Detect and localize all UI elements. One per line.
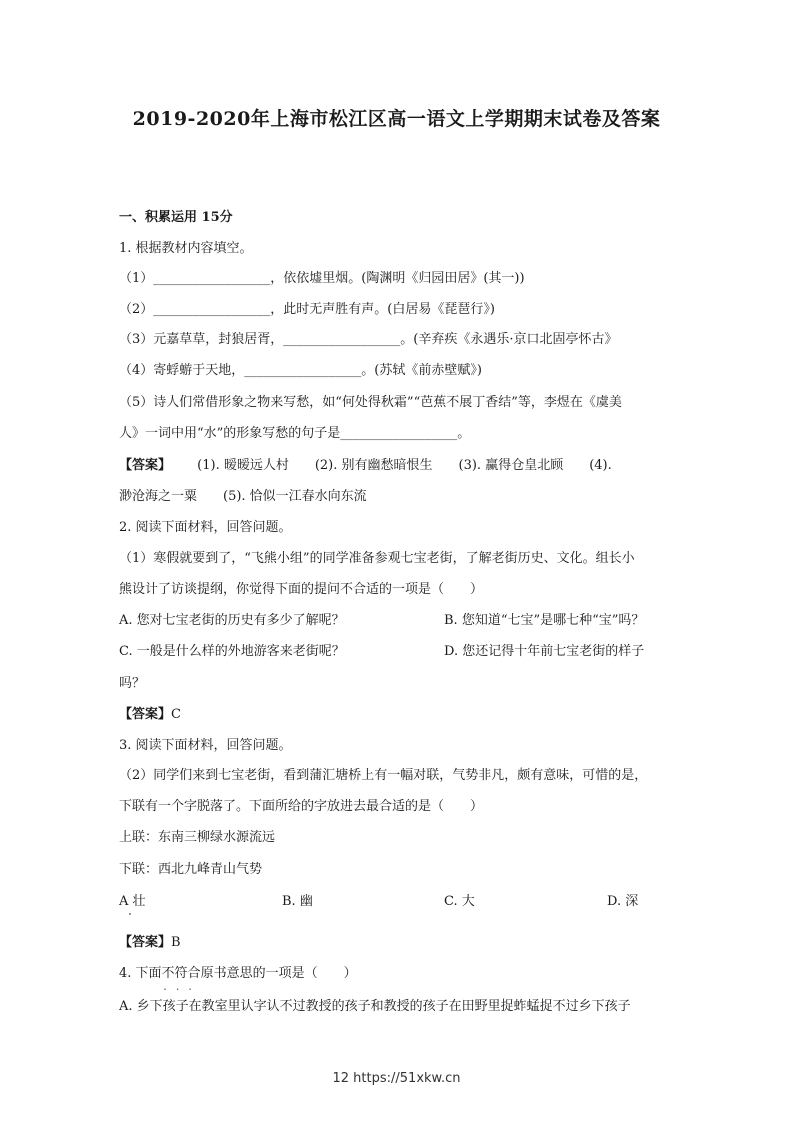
- page-title: 2019-2020年上海市松江区高一语文上学期期末试卷及答案: [132, 108, 661, 130]
- question-4-option-a: A. 乡下孩子在教室里认字认不过教授的孩子和教授的孩子在田野里捉蚱蜢捉不过乡下孩子: [119, 999, 631, 1014]
- question-4-stem-prefix: 4. 下面: [119, 966, 162, 981]
- answer-text: B: [171, 935, 181, 950]
- answer-text: (1). 暧暧远人村 (2). 别有幽愁暗恨生 (3). 赢得仓皇北顾 (4).: [197, 458, 612, 473]
- couplet-lower: 下联：西北九峰青山气势: [119, 862, 263, 877]
- answer-tag: 【答案】: [119, 935, 172, 950]
- question-2-para-1: （1）寒假就要到了，“飞熊小组”的同学准备参观七宝老街，了解老街历史、文化。组长小: [119, 551, 635, 566]
- question-2-para-2: 熊设计了访谈提纲，你觉得下面的提问不合适的一项是（ ）: [119, 582, 484, 597]
- question-2-option-d-cont: 吗？: [119, 676, 146, 691]
- question-4-stem: [119, 965, 357, 983]
- question-1-item-1: （1）__________________，依依墟里烟。(陶渊明《归园田居》(其一)): [119, 271, 525, 286]
- question-2-stem: 2. 阅读下面材料，回答问题。: [119, 520, 292, 535]
- question-3-option-c: C. 大: [444, 894, 475, 909]
- question-3-stem: 3. 阅读下面材料，回答问题。: [119, 738, 292, 753]
- section-heading: 一、积累运用 15分: [119, 210, 233, 225]
- emphasis-text: 不符合 • • •: [162, 966, 201, 981]
- question-2-option-c: C. 一般是什么样的外地游客来老街呢？: [119, 644, 345, 659]
- question-3-option-b: B. 幽: [282, 894, 313, 909]
- stray-mark: [129, 913, 131, 915]
- question-3-option-a: A 壮: [119, 894, 146, 909]
- question-1-stem: 1. 根据教材内容填空。: [119, 241, 253, 256]
- answer-tag: 【答案】: [119, 707, 172, 722]
- question-2-option-d: D. 您还记得十年前七宝老街的样子: [444, 644, 645, 659]
- answer-tag: 【答案】: [119, 458, 172, 473]
- question-1-answer: [119, 457, 612, 475]
- question-3-answer: [119, 934, 181, 952]
- question-4-stem-suffix: 原书意思的一项是（ ）: [200, 966, 357, 981]
- question-1-item-2: （2）__________________，此时无声胜有声。(白居易《琵琶行》): [119, 302, 495, 317]
- question-2-option-b: B. 您知道“七宝”是哪七种“宝”吗？: [444, 613, 645, 628]
- question-2-option-a: A. 您对七宝老街的历史有多少了解呢？: [119, 613, 345, 628]
- question-1-item-5: （5）诗人们常借形象之物来写愁，如“何处得秋霜”“芭蕉不展丁香结”等，李煜在《虞美: [119, 395, 622, 410]
- question-1-item-3: （3）元嘉草草，封狼居胥，__________________。(辛弃疾《永遇乐·京口北固亭怀古》: [119, 332, 618, 347]
- page-footer: 12 https://51xkw.cn: [332, 1071, 461, 1086]
- question-3-option-d: D. 深: [607, 894, 639, 909]
- question-3-para-2: 下联有一个字脱落了。下面所给的字放进去最合适的是（ ）: [119, 799, 484, 814]
- question-1-answer-cont: 渺沧海之一粟 (5). 恰似一江春水向东流: [119, 489, 367, 504]
- question-1-item-4: （4）寄蜉蝣于天地，__________________。(苏轼《前赤壁赋》): [119, 363, 482, 378]
- question-3-para-1: （2）同学们来到七宝老街，看到蒲汇塘桥上有一幅对联，气势非凡，颇有意味，可惜的是，: [119, 768, 648, 783]
- answer-text: C: [171, 707, 181, 722]
- couplet-upper: 上联：东南三柳绿水源流远: [119, 830, 276, 845]
- question-1-item-5-cont: 人》一词中用“水”的形象写愁的句子是__________________。: [119, 426, 471, 441]
- question-2-answer: [119, 706, 181, 724]
